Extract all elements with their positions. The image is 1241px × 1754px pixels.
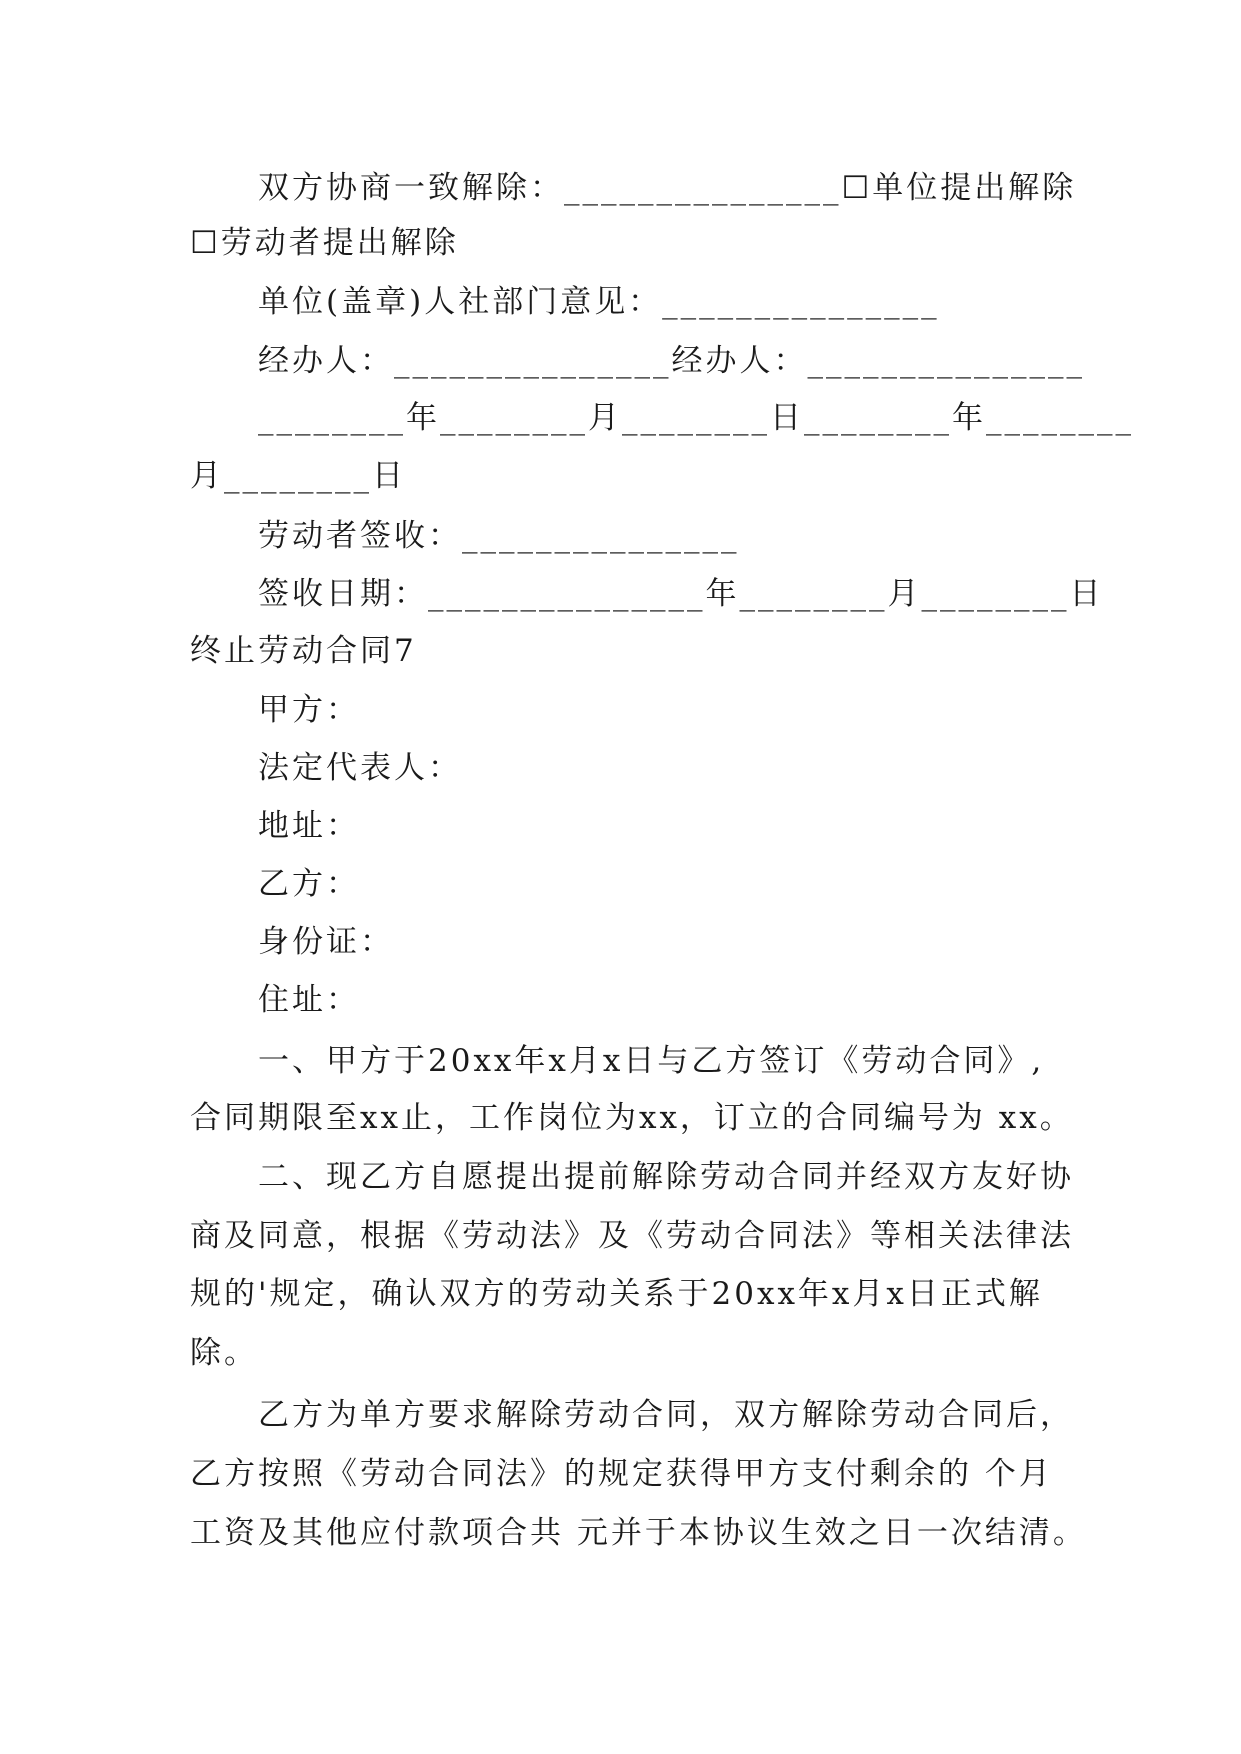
worker-sign-line: 劳动者签收：_______________	[258, 518, 740, 554]
clause-2-line-3: 规的'规定，确认双方的劳动关系于20xx年x月x日正式解	[190, 1276, 1043, 1312]
sign-date-line: 签收日期：_______________年________月________日	[258, 576, 1104, 612]
party-a-label: 甲方：	[258, 692, 360, 728]
clause-3-line-1: 乙方为单方要求解除劳动合同，双方解除劳动合同后，	[258, 1397, 1074, 1433]
clause-2-line-1: 二、现乙方自愿提出提前解除劳动合同并经双方友好协	[258, 1159, 1074, 1195]
clause-3-line-3: 工资及其他应付款项合共 元并于本协议生效之日一次结清。	[190, 1515, 1087, 1551]
legal-representative-label: 法定代表人：	[258, 750, 462, 786]
residence-label: 住址：	[258, 982, 360, 1018]
handler-line: 经办人：_______________经办人：_______________	[258, 343, 1085, 379]
clause-1-line-2: 合同期限至xx止，工作岗位为xx，订立的合同编号为 xx。	[190, 1100, 1074, 1136]
clause-1-line-1: 一、甲方于20xx年x月x日与乙方签订《劳动合同》,	[258, 1043, 1045, 1079]
worker-termination-option: ☐劳动者提出解除	[190, 225, 459, 261]
clause-2-line-4: 除。	[190, 1335, 258, 1371]
date-line-2: 月________日	[190, 458, 406, 494]
clause-3-line-2: 乙方按照《劳动合同法》的规定获得甲方支付剩余的 个月	[190, 1456, 1053, 1492]
termination-method-line: 双方协商一致解除：_______________☐单位提出解除	[258, 170, 1077, 206]
date-line-1: ________年________月________日________年________	[258, 400, 1134, 436]
id-card-label: 身份证：	[258, 924, 394, 960]
unit-seal-opinion-line: 单位(盖章)人社部门意见：_______________	[258, 284, 940, 320]
section-title: 终止劳动合同7	[190, 633, 417, 669]
party-b-label: 乙方：	[258, 866, 360, 902]
clause-2-line-2: 商及同意，根据《劳动法》及《劳动合同法》等相关法律法	[190, 1218, 1074, 1254]
address-label: 地址：	[258, 808, 360, 844]
